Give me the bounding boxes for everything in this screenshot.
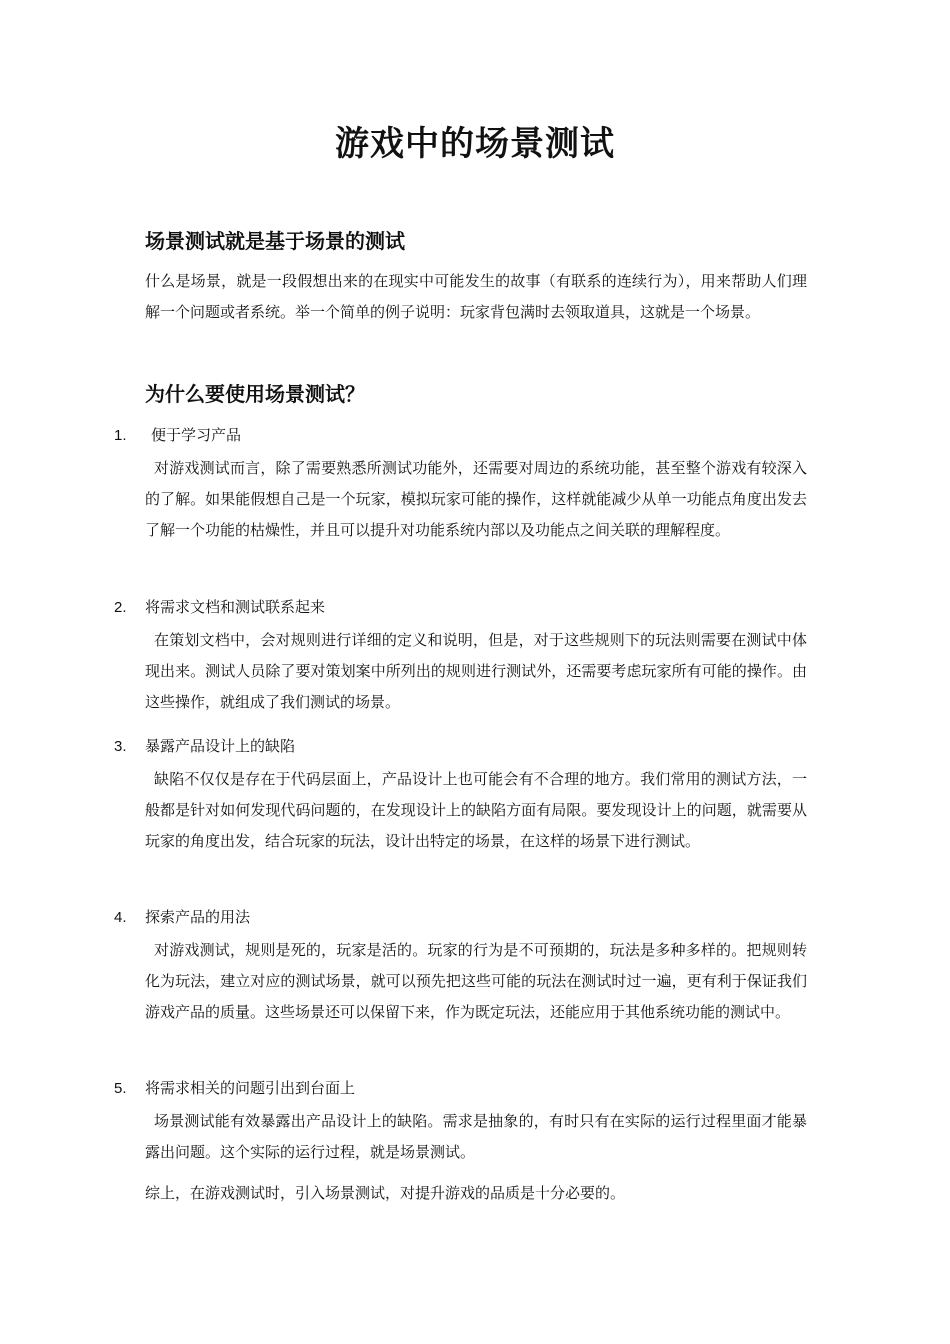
list-item-body: 场景测试能有效暴露出产品设计上的缺陷。需求是抽象的，有时只有在实际的运行过程里面才能暴露出问题。这个实际的运行过程，就是场景测试。: [145, 1112, 807, 1161]
list-item-title: 便于学习产品: [151, 426, 242, 444]
list-item-number: 2.: [114, 599, 127, 616]
list-item-body: 缺陷不仅仅是存在于代码层面上，产品设计上也可能会有不合理的地方。我们常用的测试方法，一般都是针对如何发现代码问题的，在发现设计上的缺陷方面有局限。要发现设计上的问题，就需要从玩家的角度出发，结合玩家的玩法，设计出特定的场景，在这样的场景下进行测试。: [145, 770, 807, 850]
list-item-body: 对游戏测试，规则是死的，玩家是活的。玩家的行为是不可预期的，玩法是多种多样的。把规则转化为玩法，建立对应的测试场景，就可以预先把这些可能的玩法在测试时过一遍，更有利于保证我们游戏产品的质量。这些场景还可以保留下来，作为既定玩法，还能应用于其他系统功能的测试中。: [145, 941, 807, 1021]
definition-paragraph: 什么是场景，就是一段假想出来的在现实中可能发生的故事（有联系的连续行为），用来帮助人们理解一个问题或者系统。举一个简单的例子说明：玩家背包满时去领取道具，这就是一个场景。: [145, 272, 807, 321]
list-item-number: 1.: [114, 427, 127, 444]
list-item-title: 将需求相关的问题引出到台面上: [145, 1079, 356, 1097]
document-title: 游戏中的场景测试: [335, 124, 615, 164]
list-item-body: 在策划文档中，会对规则进行详细的定义和说明，但是，对于这些规则下的玩法则需要在测试中体现出来。测试人员除了要对策划案中所列出的规则进行测试外，还需要考虑玩家所有可能的操作。由这些操作，就组成了我们测试的场景。: [145, 631, 807, 711]
list-item-body: 对游戏测试而言，除了需要熟悉所测试功能外，还需要对周边的系统功能，甚至整个游戏有较深入的了解。如果能假想自己是一个玩家，模拟玩家可能的操作，这样就能减少从单一功能点角度出发去了解一个功能的枯燥性，并且可以提升对功能系统内部以及功能点之间关联的理解程度。: [145, 459, 807, 539]
section-heading-definition: 场景测试就是基于场景的测试: [145, 229, 405, 253]
list-item-title: 将需求文档和测试联系起来: [145, 598, 326, 616]
list-item-number: 5.: [114, 1080, 127, 1097]
conclusion-paragraph: 综上，在游戏测试时，引入场景测试，对提升游戏的品质是十分必要的。: [145, 1184, 626, 1202]
list-item-title: 暴露产品设计上的缺陷: [145, 737, 296, 755]
list-item-number: 3.: [114, 738, 127, 755]
section-heading-why: 为什么要使用场景测试？: [145, 382, 365, 406]
list-item-number: 4.: [114, 909, 127, 926]
list-item-title: 探索产品的用法: [145, 908, 251, 926]
